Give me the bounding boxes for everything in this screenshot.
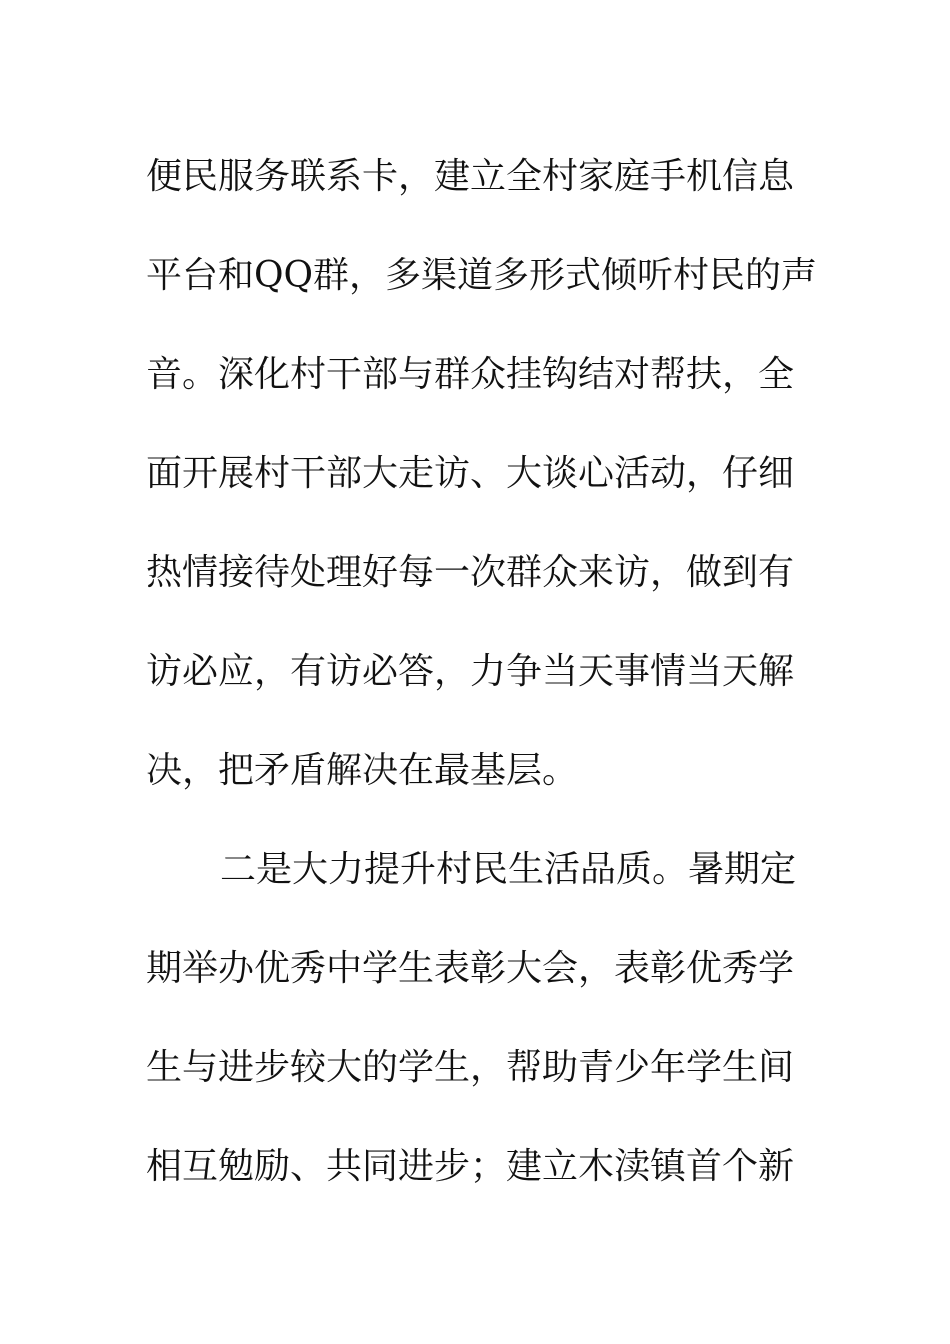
text-line: 决，把矛盾解决在最基层。 [146,750,579,791]
paragraph-start-line: 二是大力提升村民生活品质。暑期定 [220,849,797,890]
text-line: 便民服务联系卡，建立全村家庭手机信息 [146,156,795,197]
body-text [146,127,818,1216]
text-line: 热情接待处理好每一次群众来访，做到有 [146,552,795,593]
text-line: 相互勉励、共同进步；建立木渎镇首个新 [146,1146,795,1187]
text-line: 平台和QQ群，多渠道多形式倾听村民的声 [146,255,818,296]
text-line: 期举办优秀中学生表彰大会，表彰优秀学 [146,948,795,989]
text-line: 音。深化村干部与群众挂钩结对帮扶，全 [146,354,795,395]
text-line: 生与进步较大的学生，帮助青少年学生间 [146,1047,795,1088]
text-line: 访必应，有访必答，力争当天事情当天解 [146,651,795,692]
text-line: 面开展村干部大走访、大谈心活动，仔细 [146,453,795,494]
